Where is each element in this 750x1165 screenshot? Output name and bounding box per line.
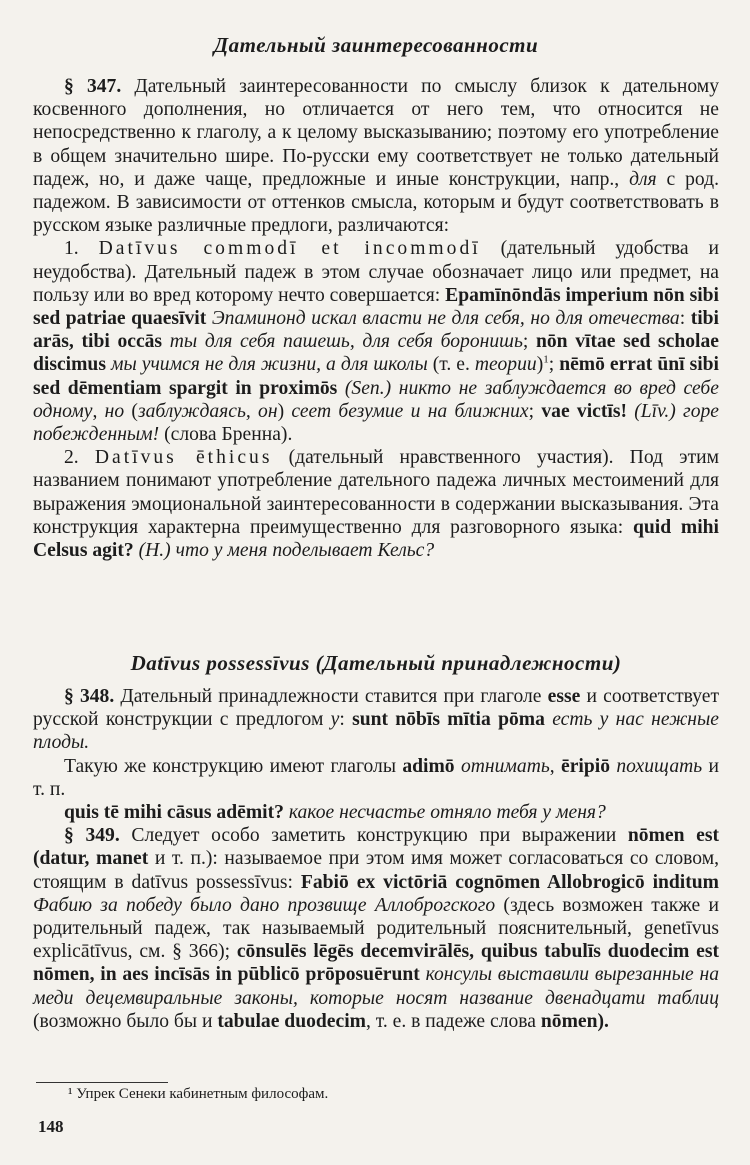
bold-text: quid mihi Celsus agit? [33, 516, 719, 562]
text-run: (возможно было бы и [33, 1010, 218, 1032]
bold-text: Fabiō ex victōriā cognōmen Allobrogicō inditum [300, 871, 719, 893]
text-run: 1. [64, 238, 99, 260]
footnote: ¹ Упрек Сенеки кабинетным философам. [68, 1086, 329, 1102]
italic-text: (H.) что у меня поделывает Кельс? [138, 540, 435, 562]
text-run: 2. [64, 447, 95, 469]
bold-text: tabulae duodecim [217, 1010, 366, 1032]
italic-text: но [104, 400, 125, 422]
paragraph-datives-commodi [33, 237, 719, 446]
text-run [162, 331, 170, 352]
text-run: ) [536, 354, 544, 376]
text-run: и т. п.): называемое при этом имя может согласоваться со словом, стоящим в datīvus possessīvus: [33, 848, 720, 893]
page-number: 148 [38, 1117, 64, 1136]
text-run: ; [522, 331, 536, 353]
bold-text: nōmen). [540, 1010, 609, 1032]
italic-text: у [330, 709, 340, 731]
text-run: (дательный нравственного участия). Под этим названием понимают употребление дательного падежа личных местоимений для выражения эмоциональной заинтересованности в содержании высказывания. Эта конструкция характерна преимущественно для разговорного языка: [33, 447, 720, 538]
text-run: , [92, 400, 105, 422]
text-run: Дательный принадлежности ставится при глаголе [114, 686, 548, 707]
footnote-divider [36, 1082, 168, 1083]
bold-text: sunt nōbīs mītia pōma [352, 709, 545, 731]
paragraph-347 [33, 75, 719, 237]
italic-text: (Līv.) горе побежденным! [33, 400, 719, 446]
text-run: (слова Бренна). [159, 424, 293, 446]
bold-text: nōmen est (datur, manet [33, 825, 720, 870]
paragraph-datives-ethicus [33, 446, 719, 562]
text-run [337, 378, 345, 399]
text-run: Дательный заинтересованности по смыслу близок к дательному косвенного дополнения, но отличается от него тем, что относится не непосредственно к глаголу, а к целому высказыванию; поэтому его употребление в общем значительно шире. По-русски ему соответствует не только дательный падеж, но, и даже чаще, предложные и иные конструкции, напр., [33, 76, 719, 190]
bold-text: nēmō errat ūnī sibi sed dēmentiam spargit in proximōs [33, 354, 720, 399]
text-run: (т. е. [427, 354, 475, 376]
italic-text: Эпаминонд искал власти не для себя, но для отечества [211, 308, 680, 330]
bold-text: § 349. [64, 825, 120, 847]
text-run: (дательный удобства и неудобства). Дательный падеж в этом случае обозначает лицо или предмет, на пользу или во вред которому нечто совершается: [33, 238, 719, 306]
bold-text: tibi arās, tibi occās [33, 308, 719, 353]
section-title: Дательный заинтересованности [213, 33, 539, 57]
spaced-text: Datīvus commodī et incommodī [98, 238, 481, 260]
text-run: , [549, 755, 562, 777]
section-348 [33, 650, 719, 1033]
spaced-text: Datīvus ēthicus [94, 447, 273, 469]
italic-text: (Sen.) никто не заблуждается во вред себе одному [33, 377, 719, 422]
italic-text: для [629, 168, 657, 190]
paragraph-349 [33, 824, 719, 1033]
text-run: ( [124, 400, 138, 422]
italic-text: отнимать [460, 755, 550, 777]
section-347 [33, 32, 719, 562]
paragraph-example-quis [33, 801, 719, 824]
text-run: с род. падежом. В зависимости от оттенков смысла, которым и будут соответствовать в русском языке различные предлоги, различаются: [33, 168, 719, 237]
italic-text: сеет безумие и на ближних [291, 400, 529, 422]
bold-text: Epamīnōndās imperium nōn sibi sed patriae quaesīvit [33, 284, 720, 330]
bold-text: vae victīs! [541, 400, 627, 422]
bold-text: nōn vītae sed scholae discimus [33, 331, 719, 376]
text-run: и т. п. [33, 755, 720, 800]
section-title: Datīvus possessīvus (Дательный принадлежности) [130, 651, 622, 675]
bold-text: esse [547, 686, 581, 707]
paragraph-348 [33, 685, 719, 755]
paragraph-same-construction [33, 755, 719, 801]
italic-text: теории [474, 354, 537, 376]
bold-text: quis tē mihi cāsus adēmit? [64, 802, 284, 824]
text-run: : [339, 709, 353, 731]
italic-text: мы учимся не для жизни, а для школы [110, 354, 428, 376]
italic-text: какое несчастье отняло тебя у меня? [288, 802, 606, 824]
italic-text: есть у нас нежные плоды. [33, 709, 719, 754]
bold-text: ēripiō [561, 755, 610, 777]
bold-text: adimō [402, 755, 455, 777]
text-run: ) [277, 400, 292, 422]
text-run: (здесь возможен также и родительный падеж, так называемый родительный пояснительный, genetīvus explicātīvus, см. § 366); [33, 894, 719, 963]
bold-text: § 347. [64, 76, 122, 97]
text-run: Такую же конструкцию имеют глаголы [64, 755, 403, 777]
text-run: ; [528, 400, 542, 422]
footnote-marker: 1 [543, 353, 549, 366]
text-run: и соответствует русской конструкции с предлогом [33, 686, 720, 731]
italic-text: ты для себя пашешь, для себя боронишь [169, 331, 523, 353]
text-run: Следует особо заметить конструкцию при выражении [119, 825, 628, 847]
italic-text: консулы выставили вырезанные на меди децемвиральные законы, которые носят название двенадцати таблиц [33, 964, 719, 1009]
text-run: : [679, 308, 691, 330]
bold-text: § 348. [64, 686, 115, 707]
text-run: , т. е. в падеже слова [365, 1010, 541, 1032]
italic-text: Фабию за победу было дано прозвище Аллоброгского [33, 894, 496, 916]
text-run: ; [548, 354, 560, 376]
italic-text: похищать [616, 755, 703, 777]
italic-text: заблуждаясь, он [137, 400, 278, 422]
bold-text: cōnsulēs lēgēs decemvirālēs, quibus tabulīs duodecim est nōmen, in aes incīsās in pūblicō prōposuērunt [33, 941, 719, 986]
